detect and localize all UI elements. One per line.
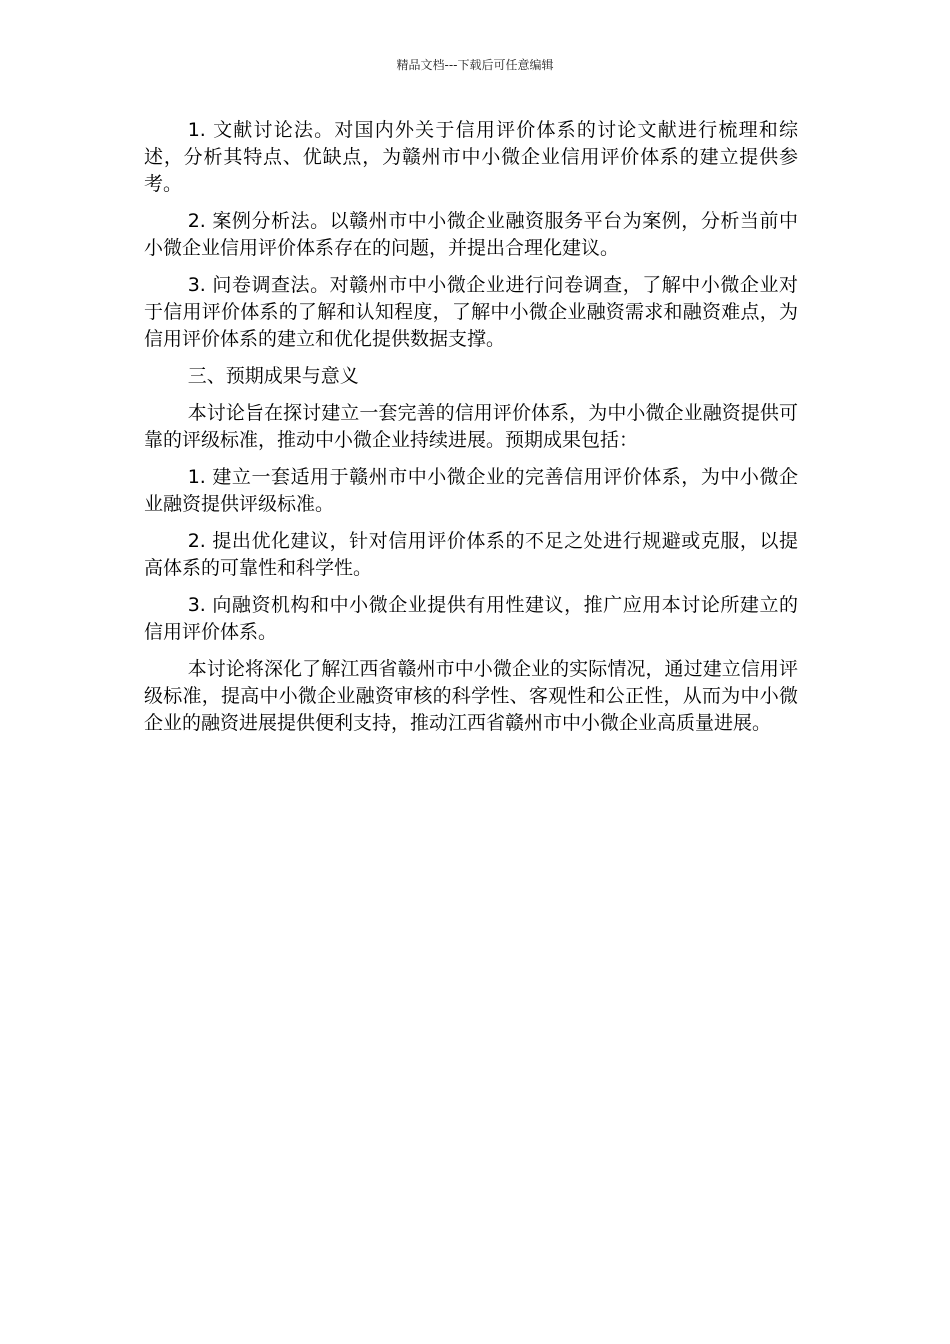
method-case-paragraph: 2. 案例分析法。以赣州市中小微企业融资服务平台为案例，分析当前中小微企业信用评价体系存在的问题，并提出合理化建议。 bbox=[144, 210, 798, 259]
conclusion-paragraph: 本讨论将深化了解江西省赣州市中小微企业的实际情况，通过建立信用评级标准，提高中小微企业融资审核的科学性、客观性和公正性，从而为中小微企业的融资进展提供便利支持，推动江西省赣州市中小微企业高质量进展。 bbox=[144, 658, 798, 734]
method-literature-paragraph: 1. 文献讨论法。对国内外关于信用评价体系的讨论文献进行梳理和综述，分析其特点、优缺点，为赣州市中小微企业信用评价体系的建立提供参考。 bbox=[144, 119, 798, 195]
outcome-1-paragraph: 1. 建立一套适用于赣州市中小微企业的完善信用评价体系，为中小微企业融资提供评级标准。 bbox=[144, 466, 798, 515]
page-header: 精品文档---下载后可任意编辑 bbox=[396, 58, 554, 72]
intro-paragraph: 本讨论旨在探讨建立一套完善的信用评价体系，为中小微企业融资提供可靠的评级标准，推动中小微企业持续进展。预期成果包括： bbox=[144, 402, 798, 451]
outcome-3-paragraph: 3. 向融资机构和中小微企业提供有用性建议，推广应用本讨论所建立的信用评价体系。 bbox=[144, 594, 798, 643]
document-body bbox=[144, 117, 798, 747]
method-survey-paragraph: 3. 问卷调查法。对赣州市中小微企业进行问卷调查，了解中小微企业对于信用评价体系的了解和认知程度，了解中小微企业融资需求和融资难点，为信用评价体系的建立和优化提供数据支撑。 bbox=[144, 274, 798, 350]
outcome-2-paragraph: 2. 提出优化建议，针对信用评价体系的不足之处进行规避或克服，以提高体系的可靠性和科学性。 bbox=[144, 530, 798, 579]
section-heading: 三、预期成果与意义 bbox=[187, 365, 359, 387]
